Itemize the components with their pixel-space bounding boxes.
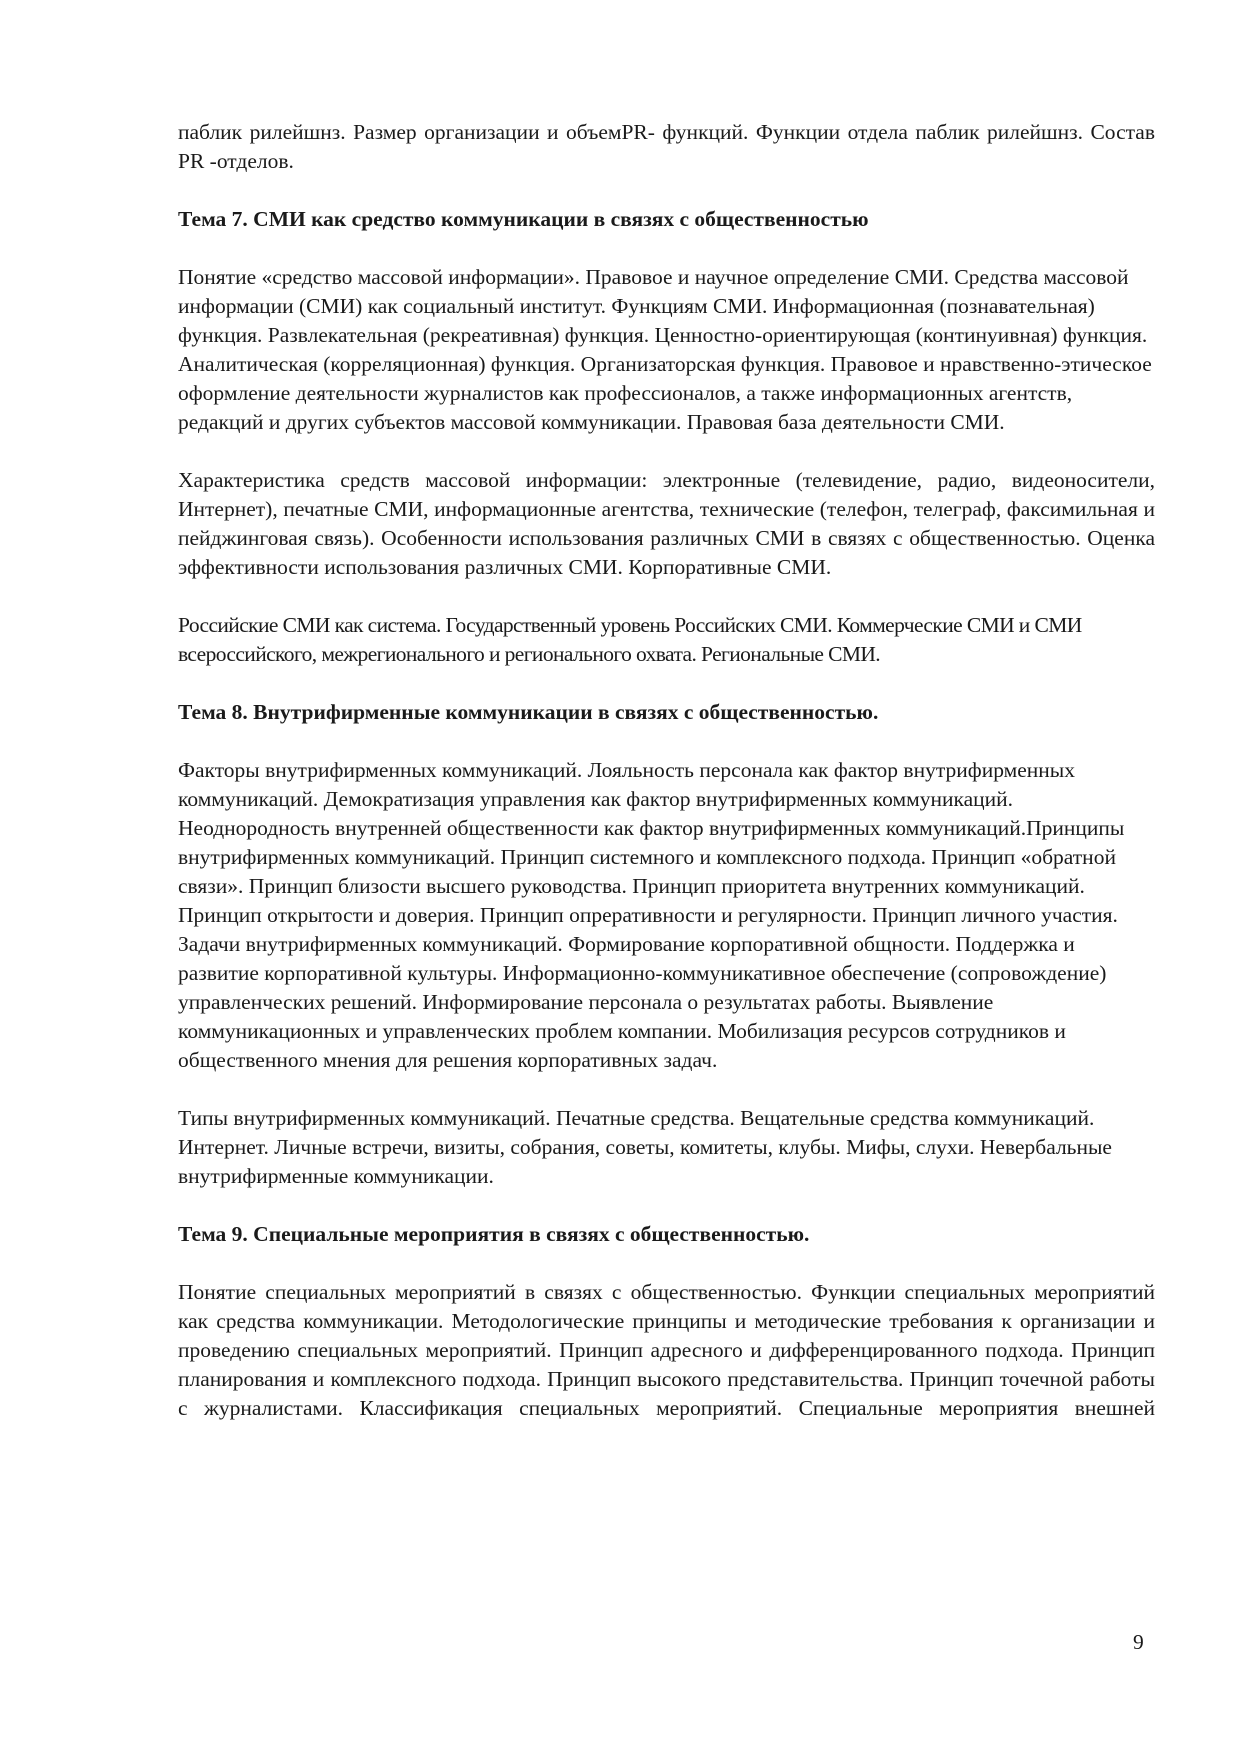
spacer	[178, 234, 1155, 263]
heading-topic-9: Тема 9. Специальные мероприятия в связях с общественностью.	[178, 1222, 810, 1246]
page-number: 9	[1133, 1630, 1144, 1654]
paragraph-russian-media: Российские СМИ как система. Государственный уровень Российских СМИ. Коммерческие СМИ и СМИ всероссийского, межрегионального и регионального охвата. Региональные СМИ.	[178, 613, 1082, 666]
spacer	[178, 176, 1155, 205]
spacer	[178, 727, 1155, 756]
paragraph-pr-departments: паблик рилейшнз. Размер организации и объемPR- функций. Функции отдела паблик рилейшнз. Состав PR -отделов.	[178, 120, 1155, 173]
spacer	[178, 437, 1155, 466]
spacer	[178, 1249, 1155, 1278]
document-page	[178, 118, 1155, 1423]
paragraph-internal-comm-types: Типы внутрифирменных коммуникаций. Печатные средства. Вещательные средства коммуникаций. Интернет. Личные встречи, визиты, собрания, советы, комитеты, клубы. Мифы, слухи. Невербальные внутрифирменные коммуникации.	[178, 1106, 1112, 1188]
paragraph-media-concept: Понятие «средство массовой информации». Правовое и научное определение СМИ. Средства массовой информации (СМИ) как социальный институт. Функциям СМИ. Информационная (познавательная) функция. Развлекательная (рекреативная) функция. Ценностно-ориентирующая (континуивная) функция. Аналитическая (корреляционная) функция. Организаторская функция. Правовое и нравственно-этическое оформление деятельности журналистов как профессионалов, а также информационных агентств, редакций и других субъектов массовой коммуникации. Правовая база деятельности СМИ.	[178, 265, 1152, 434]
spacer	[178, 669, 1155, 698]
paragraph-media-characteristics: Характеристика средств массовой информации: электронные (телевидение, радио, видеоносители, Интернет), печатные СМИ, информационные агентства, технические (телефон, телеграф, факсимильная и пейджинговая связь). Особенности использования различных СМИ в связях с общественностью. Оценка эффективности использования различных СМИ. Корпоративные СМИ.	[178, 468, 1155, 579]
paragraph-internal-comm-factors: Факторы внутрифирменных коммуникаций. Лояльность персонала как фактор внутрифирменных коммуникаций. Демократизация управления как фактор внутрифирменных коммуникаций. Неоднородность внутренней общественности как фактор внутрифирменных коммуникаций.Принципы внутрифирменных коммуникаций. Принцип системного и комплексного подхода. Принцип «обратной связи». Принцип близости высшего руководства. Принцип приоритета внутренних коммуникаций. Принцип открытости и доверия. Принцип опреративности и регулярности. Принцип личного участия. Задачи внутрифирменных коммуникаций. Формирование корпоративной общности. Поддержка и развитие корпоративной культуры. Информационно-коммуникативное обеспечение (сопровождение) управленческих решений. Информирование персонала о результатах работы. Выявление коммуникационных и управленческих проблем компании. Мобилизация ресурсов сотрудников и общественного мнения для решения корпоративных задач.	[178, 758, 1125, 1072]
spacer	[178, 582, 1155, 611]
spacer	[178, 1191, 1155, 1220]
paragraph-special-events: Понятие специальных мероприятий в связях с общественностью. Функции специальных мероприятий как средства коммуникации. Методологические принципы и методические требования к организации и проведению специальных мероприятий. Принцип адресного и дифференцированного подхода. Принцип планирования и комплексного подхода. Принцип высокого представительства. Принцип точечной работы с журналистами. Классификация специальных мероприятий. Специальные мероприятия внешней	[178, 1280, 1155, 1420]
heading-topic-7: Тема 7. СМИ как средство коммуникации в связях с общественностью	[178, 207, 869, 231]
spacer	[178, 1075, 1155, 1104]
heading-topic-8: Тема 8. Внутрифирменные коммуникации в связях с общественностью.	[178, 700, 879, 724]
